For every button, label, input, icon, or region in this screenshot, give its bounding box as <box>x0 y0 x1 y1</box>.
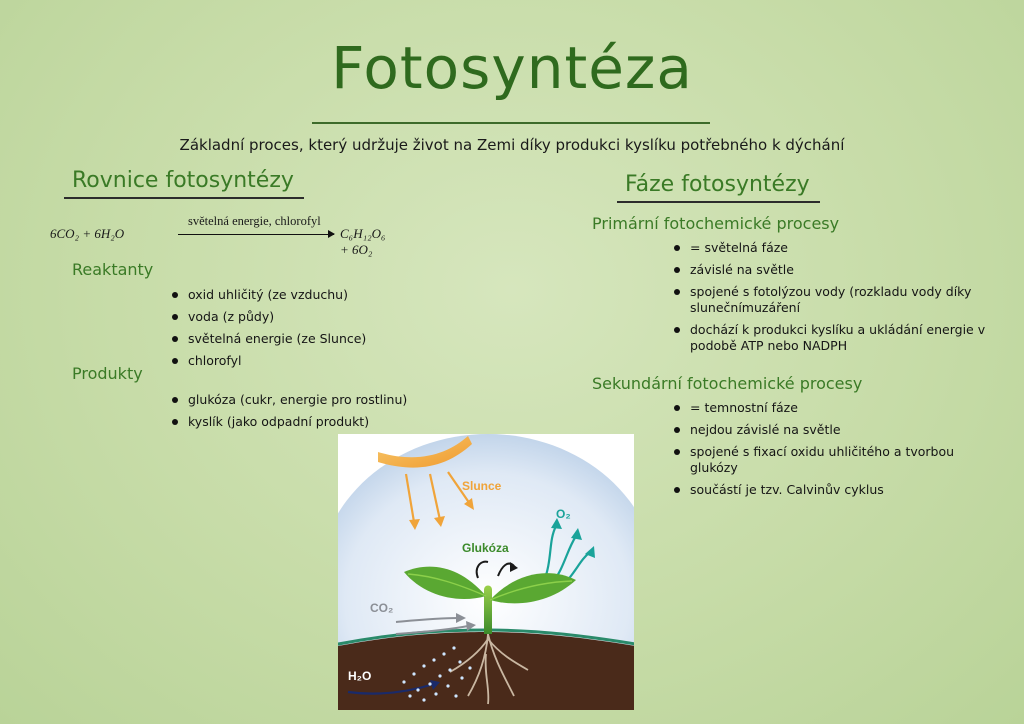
products-list <box>172 392 407 436</box>
glucose-label: Glukóza <box>462 541 509 555</box>
product-item: kyslík (jako odpadní produkt) <box>172 414 407 430</box>
primary-item: = světelná fáze <box>674 240 1019 256</box>
oxygen-label: O₂ <box>556 507 571 521</box>
equation-reactants: 6CO₂ + 6H₂O <box>50 226 125 241</box>
page-subtitle: Základní proces, který udržuje život na Zemi díky produkci kyslíku potřebného k dýchání <box>179 136 845 154</box>
title-underline <box>312 122 710 124</box>
primary-list <box>674 240 1019 360</box>
reactant-item: chlorofyl <box>172 353 366 369</box>
product-item: glukóza (cukr, energie pro rostlinu) <box>172 392 407 408</box>
sun-label: Slunce <box>462 479 502 493</box>
plant-stem <box>484 586 492 635</box>
secondary-item: součástí je tzv. Calvinův cyklus <box>674 482 1004 498</box>
reactants-heading: Reaktanty <box>72 260 154 279</box>
phases-heading-text: Fáze fotosyntézy <box>625 172 810 197</box>
equation-condition: světelná energie, chlorofyl <box>188 214 321 228</box>
equation-arrow <box>178 234 334 235</box>
equation-heading-underline <box>64 197 304 199</box>
primary-item: spojené s fotolýzou vody (rozkladu vody díky slunečnímuzáření <box>674 284 1019 316</box>
reactant-item: světelná energie (ze Slunce) <box>172 331 366 347</box>
secondary-item: spojené s fixací oxidu uhličitého a tvorbou glukózy <box>674 444 1004 476</box>
primary-item: dochází k produkci kyslíku a ukládání energie v podobě ATP nebo NADPH <box>674 322 1019 354</box>
equation-heading <box>72 168 294 193</box>
secondary-item: nejdou závislé na světle <box>674 422 1004 438</box>
reactants-list <box>172 287 366 375</box>
phases-heading <box>625 172 810 197</box>
co2-label: CO₂ <box>370 601 394 615</box>
equation-products: C₆H₁₂O₆ + 6O₂ <box>340 226 386 257</box>
primary-item: závislé na světle <box>674 262 1019 278</box>
reactant-item: oxid uhličitý (ze vzduchu) <box>172 287 366 303</box>
secondary-heading: Sekundární fotochemické procesy <box>592 374 863 393</box>
products-heading: Produkty <box>72 364 143 383</box>
page-title: Fotosyntéza <box>331 34 693 102</box>
water-label: H₂O <box>348 669 372 683</box>
secondary-list <box>674 400 1004 504</box>
primary-heading: Primární fotochemické procesy <box>592 214 840 233</box>
photosynthesis-diagram <box>338 434 634 710</box>
equation-heading-text: Rovnice fotosyntézy <box>72 168 294 193</box>
reactant-item: voda (z půdy) <box>172 309 366 325</box>
photosynthesis-equation <box>50 214 390 257</box>
photosynthesis-diagram-svg <box>338 434 634 710</box>
secondary-item: = temnostní fáze <box>674 400 1004 416</box>
phases-heading-underline <box>617 201 820 203</box>
